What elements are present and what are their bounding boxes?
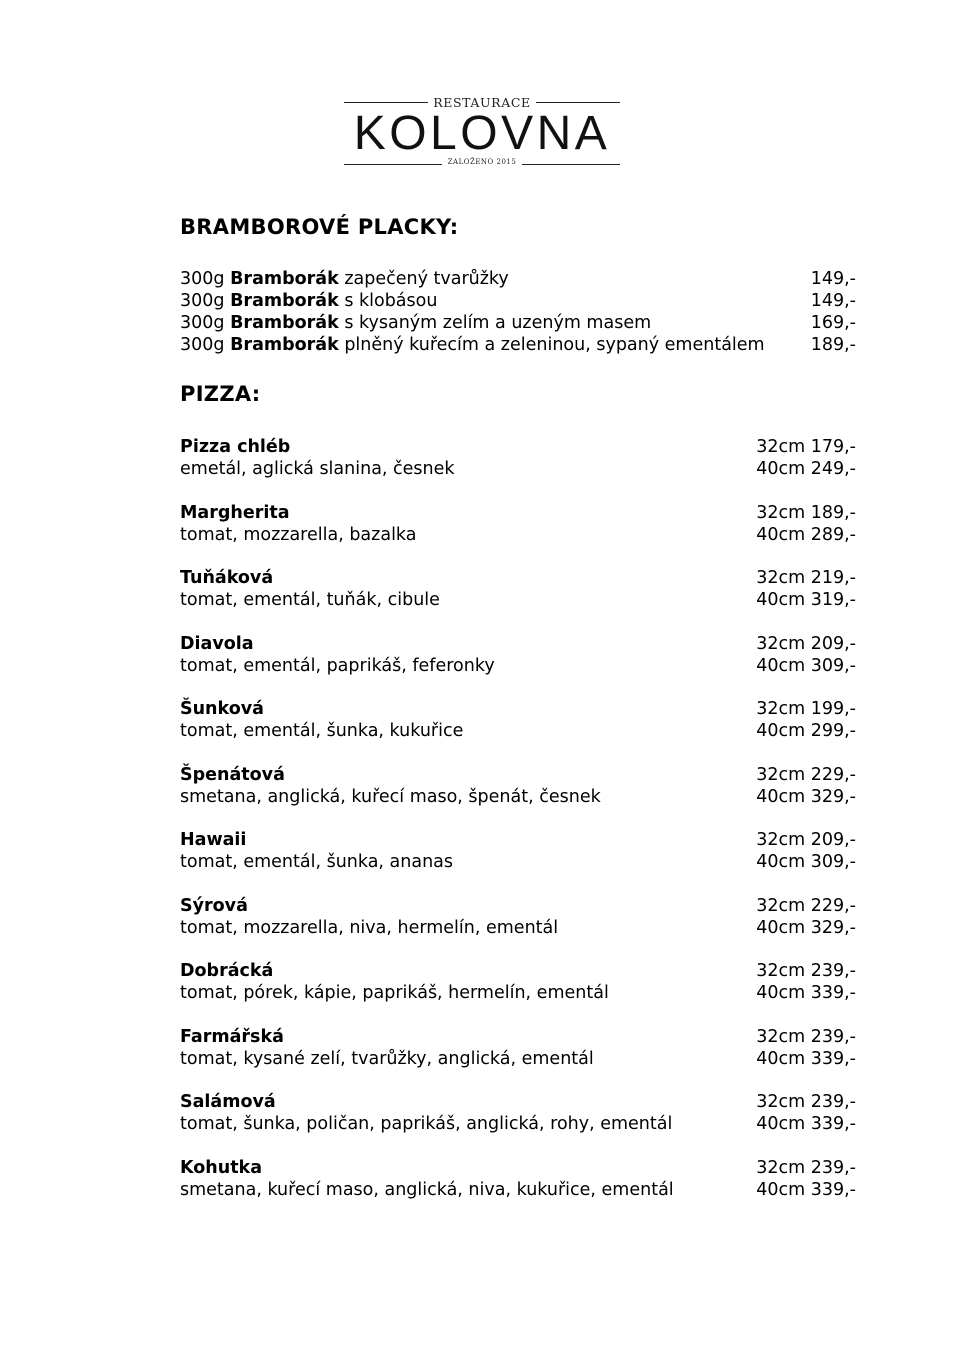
pizza-size: 40cm [756, 656, 806, 676]
pizza-size: 32cm [756, 437, 806, 457]
pizza-size: 32cm [756, 503, 806, 523]
pizza-size: 32cm [756, 634, 806, 654]
item-text [180, 334, 765, 356]
pizza-price: 339,- [810, 1049, 856, 1069]
item-name: Bramborák [230, 269, 339, 289]
pizza-ingredients: tomat, pórek, kápie, paprikáš, hermelín, ementál [180, 983, 609, 1003]
pizza-price: 229,- [810, 896, 856, 916]
logo-name: KOLOVNA [353, 107, 611, 160]
pizza-size: 40cm [756, 787, 806, 807]
pizza-price-small [756, 567, 856, 589]
item-desc: zapečený tvarůžky [344, 269, 509, 289]
pizza-price: 199,- [810, 699, 856, 719]
pizza-price-small [756, 829, 856, 851]
pizza-desc-row [180, 524, 856, 546]
pizza-size: 32cm [756, 1158, 806, 1178]
pizza-price: 209,- [810, 830, 856, 850]
item-text [180, 290, 437, 312]
pizza-name: Kohutka [180, 1158, 263, 1178]
pizza-price-small [756, 1157, 856, 1179]
item-name: Bramborák [230, 335, 339, 355]
item-price: 169,- [810, 313, 856, 333]
pizza-price-small [756, 1026, 856, 1048]
pizza-size: 40cm [756, 590, 806, 610]
pizza-size: 40cm [756, 525, 806, 545]
pizza-price: 329,- [810, 787, 856, 807]
item-weight: 300g [180, 313, 225, 333]
pizza-name-row [180, 829, 856, 851]
pizza-price-large [756, 1048, 856, 1070]
pizza-size: 32cm [756, 830, 806, 850]
logo-bottom-row [344, 158, 620, 168]
pizza-name-row [180, 1157, 856, 1179]
pizza-price: 239,- [810, 961, 856, 981]
pizza-desc-row [180, 720, 856, 742]
pizza-desc-row [180, 1113, 856, 1135]
pizza-ingredients: tomat, mozzarella, bazalka [180, 525, 417, 545]
pizza-price-small [756, 436, 856, 458]
pizza-size: 32cm [756, 765, 806, 785]
logo-divider-line [536, 102, 620, 103]
item-text [180, 312, 651, 334]
pizza-name: Tuňáková [180, 568, 274, 588]
pizza-name-row [180, 436, 856, 458]
item-name: Bramborák [230, 313, 339, 333]
pizza-price: 179,- [810, 437, 856, 457]
pizza-price-small [756, 895, 856, 917]
pizza-name-row [180, 895, 856, 917]
pizza-name-row [180, 567, 856, 589]
pizza-price-large [756, 1179, 856, 1201]
pizza-name: Diavola [180, 634, 254, 654]
pizza-size: 40cm [756, 852, 806, 872]
pizza-price: 249,- [810, 459, 856, 479]
pizza-price: 219,- [810, 568, 856, 588]
pizza-price: 319,- [810, 590, 856, 610]
pizza-price: 309,- [810, 656, 856, 676]
pizza-size: 40cm [756, 1049, 806, 1069]
pizza-ingredients: tomat, mozzarella, niva, hermelín, ementál [180, 918, 559, 938]
section-heading-placky: BRAMBOROVÉ PLACKY: [180, 215, 459, 239]
pizza-size: 32cm [756, 1027, 806, 1047]
pizza-desc-row [180, 851, 856, 873]
pizza-price: 339,- [810, 1114, 856, 1134]
pizza-name: Hawaii [180, 830, 247, 850]
pizza-price-small [756, 1091, 856, 1113]
pizza-ingredients: tomat, ementál, paprikáš, feferonky [180, 656, 495, 676]
pizza-desc-row [180, 982, 856, 1004]
pizza-name-row [180, 698, 856, 720]
item-name: Bramborák [230, 291, 339, 311]
pizza-price: 209,- [810, 634, 856, 654]
pizza-price: 299,- [810, 721, 856, 741]
pizza-size: 32cm [756, 896, 806, 916]
pizza-price-large [756, 982, 856, 1004]
pizza-name: Salámová [180, 1092, 276, 1112]
pizza-price-small [756, 502, 856, 524]
pizza-price-large [756, 458, 856, 480]
pizza-desc-row [180, 589, 856, 611]
pizza-price: 329,- [810, 918, 856, 938]
menu-item [180, 312, 856, 334]
pizza-price-small [756, 698, 856, 720]
section-heading-pizza: PIZZA: [180, 382, 261, 406]
item-desc: s kysaným zelím a uzeným masem [344, 313, 652, 333]
pizza-ingredients: emetál, aglická slanina, česnek [180, 459, 455, 479]
logo-subtitle: RESTAURACE [433, 95, 531, 110]
item-weight: 300g [180, 269, 225, 289]
pizza-desc-row [180, 1179, 856, 1201]
pizza-size: 40cm [756, 918, 806, 938]
pizza-price-large [756, 720, 856, 742]
restaurant-logo [344, 93, 620, 171]
pizza-price-small [756, 960, 856, 982]
pizza-price-large [756, 851, 856, 873]
pizza-desc-row [180, 655, 856, 677]
pizza-name-row [180, 960, 856, 982]
pizza-name: Špenátová [180, 765, 285, 785]
pizza-price: 189,- [810, 503, 856, 523]
pizza-name-row [180, 1026, 856, 1048]
logo-divider-line [522, 164, 620, 165]
pizza-size: 32cm [756, 699, 806, 719]
pizza-desc-row [180, 1048, 856, 1070]
pizza-price-large [756, 589, 856, 611]
pizza-price: 239,- [810, 1027, 856, 1047]
pizza-price: 339,- [810, 983, 856, 1003]
pizza-size: 32cm [756, 961, 806, 981]
item-desc: plněný kuřecím a zeleninou, sypaný ementálem [344, 335, 765, 355]
pizza-ingredients: tomat, kysané zelí, tvarůžky, anglická, ementál [180, 1049, 594, 1069]
pizza-price: 229,- [810, 765, 856, 785]
pizza-name-row [180, 764, 856, 786]
pizza-name: Dobrácká [180, 961, 274, 981]
menu-item [180, 334, 856, 356]
pizza-name: Margherita [180, 503, 290, 523]
item-text [180, 268, 509, 290]
pizza-ingredients: tomat, ementál, šunka, ananas [180, 852, 454, 872]
item-weight: 300g [180, 291, 225, 311]
pizza-size: 32cm [756, 1092, 806, 1112]
pizza-ingredients: tomat, ementál, šunka, kukuřice [180, 721, 464, 741]
pizza-name: Farmářská [180, 1027, 284, 1047]
pizza-size: 40cm [756, 459, 806, 479]
pizza-size: 40cm [756, 1180, 806, 1200]
item-desc: s klobásou [344, 291, 438, 311]
pizza-price: 239,- [810, 1092, 856, 1112]
item-price: 149,- [810, 291, 856, 311]
item-weight: 300g [180, 335, 225, 355]
pizza-price: 339,- [810, 1180, 856, 1200]
pizza-price: 309,- [810, 852, 856, 872]
pizza-size: 40cm [756, 1114, 806, 1134]
pizza-name: Pizza chléb [180, 437, 291, 457]
pizza-size: 32cm [756, 568, 806, 588]
pizza-desc-row [180, 458, 856, 480]
pizza-ingredients: smetana, kuřecí maso, anglická, niva, kukuřice, ementál [180, 1180, 674, 1200]
pizza-name-row [180, 633, 856, 655]
item-price: 189,- [810, 335, 856, 355]
pizza-size: 40cm [756, 983, 806, 1003]
pizza-price: 239,- [810, 1158, 856, 1178]
pizza-price-large [756, 786, 856, 808]
item-price: 149,- [810, 269, 856, 289]
pizza-price-small [756, 633, 856, 655]
pizza-name: Šunková [180, 699, 264, 719]
logo-founded: ZALOŽENO 2015 [447, 158, 517, 166]
pizza-price-large [756, 1113, 856, 1135]
pizza-price-small [756, 764, 856, 786]
pizza-price-large [756, 917, 856, 939]
pizza-desc-row [180, 917, 856, 939]
pizza-name-row [180, 502, 856, 524]
pizza-ingredients: tomat, šunka, poličan, paprikáš, anglická, rohy, ementál [180, 1114, 673, 1134]
pizza-ingredients: tomat, ementál, tuňák, cibule [180, 590, 440, 610]
pizza-desc-row [180, 786, 856, 808]
pizza-price-large [756, 524, 856, 546]
pizza-size: 40cm [756, 721, 806, 741]
pizza-ingredients: smetana, anglická, kuřecí maso, špenát, česnek [180, 787, 601, 807]
menu-item [180, 290, 856, 312]
pizza-name-row [180, 1091, 856, 1113]
pizza-price-large [756, 655, 856, 677]
pizza-name: Sýrová [180, 896, 248, 916]
pizza-price: 289,- [810, 525, 856, 545]
menu-item [180, 268, 856, 290]
